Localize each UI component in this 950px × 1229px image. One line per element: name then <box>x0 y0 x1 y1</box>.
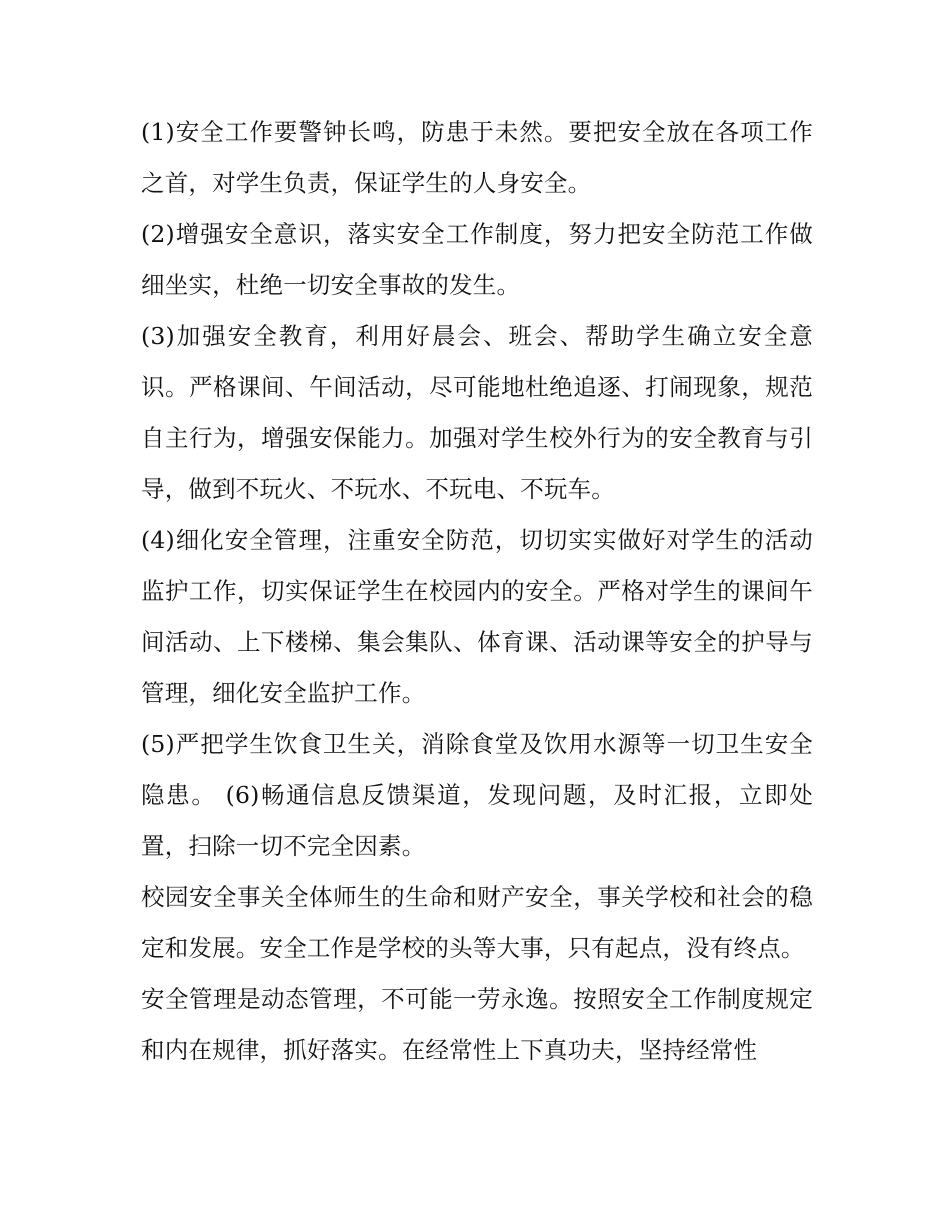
paragraph-2: (2)增强安全意识，落实安全工作制度，努力把安全防范工作做细坐实，杜绝一切安全事故的发生。 <box>141 220 813 299</box>
paragraph-5: (5)严把学生饮食卫生关，消除食堂及饮用水源等一切卫生安全隐患。 (6)畅通信息反馈渠道，发现问题，及时汇报，立即处置，扫除一切不完全因素。 <box>141 730 813 860</box>
paragraph-4: (4)细化安全管理，注重安全防范，切切实实做好对学生的活动监护工作，切实保证学生在校园内的安全。严格对学生的课间午间活动、上下楼梯、集会集队、体育课、活动课等安全的护导与管理，细化安全监护工作。 <box>141 526 813 707</box>
paragraph-3: (3)加强安全教育，利用好晨会、班会、帮助学生确立安全意识。严格课间、午间活动，尽可能地杜绝追逐、打闹现象，规范自主行为，增强安保能力。加强对学生校外行为的安全教育与引导，做到不玩火、不玩水、不玩电、不玩车。 <box>141 322 813 503</box>
paragraph-7: 安全管理是动态管理，不可能一劳永逸。按照安全工作制度规定和内在规律，抓好落实。在经常性上下真功夫，坚持经常性 <box>141 985 813 1064</box>
document-body <box>141 107 813 1076</box>
paragraph-1: (1)安全工作要警钟长鸣，防患于未然。要把安全放在各项工作之首，对学生负责，保证学生的人身安全。 <box>141 118 813 197</box>
paragraph-6: 校园安全事关全体师生的生命和财产安全，事关学校和社会的稳定和发展。安全工作是学校的头等大事，只有起点，没有终点。 <box>141 883 813 962</box>
